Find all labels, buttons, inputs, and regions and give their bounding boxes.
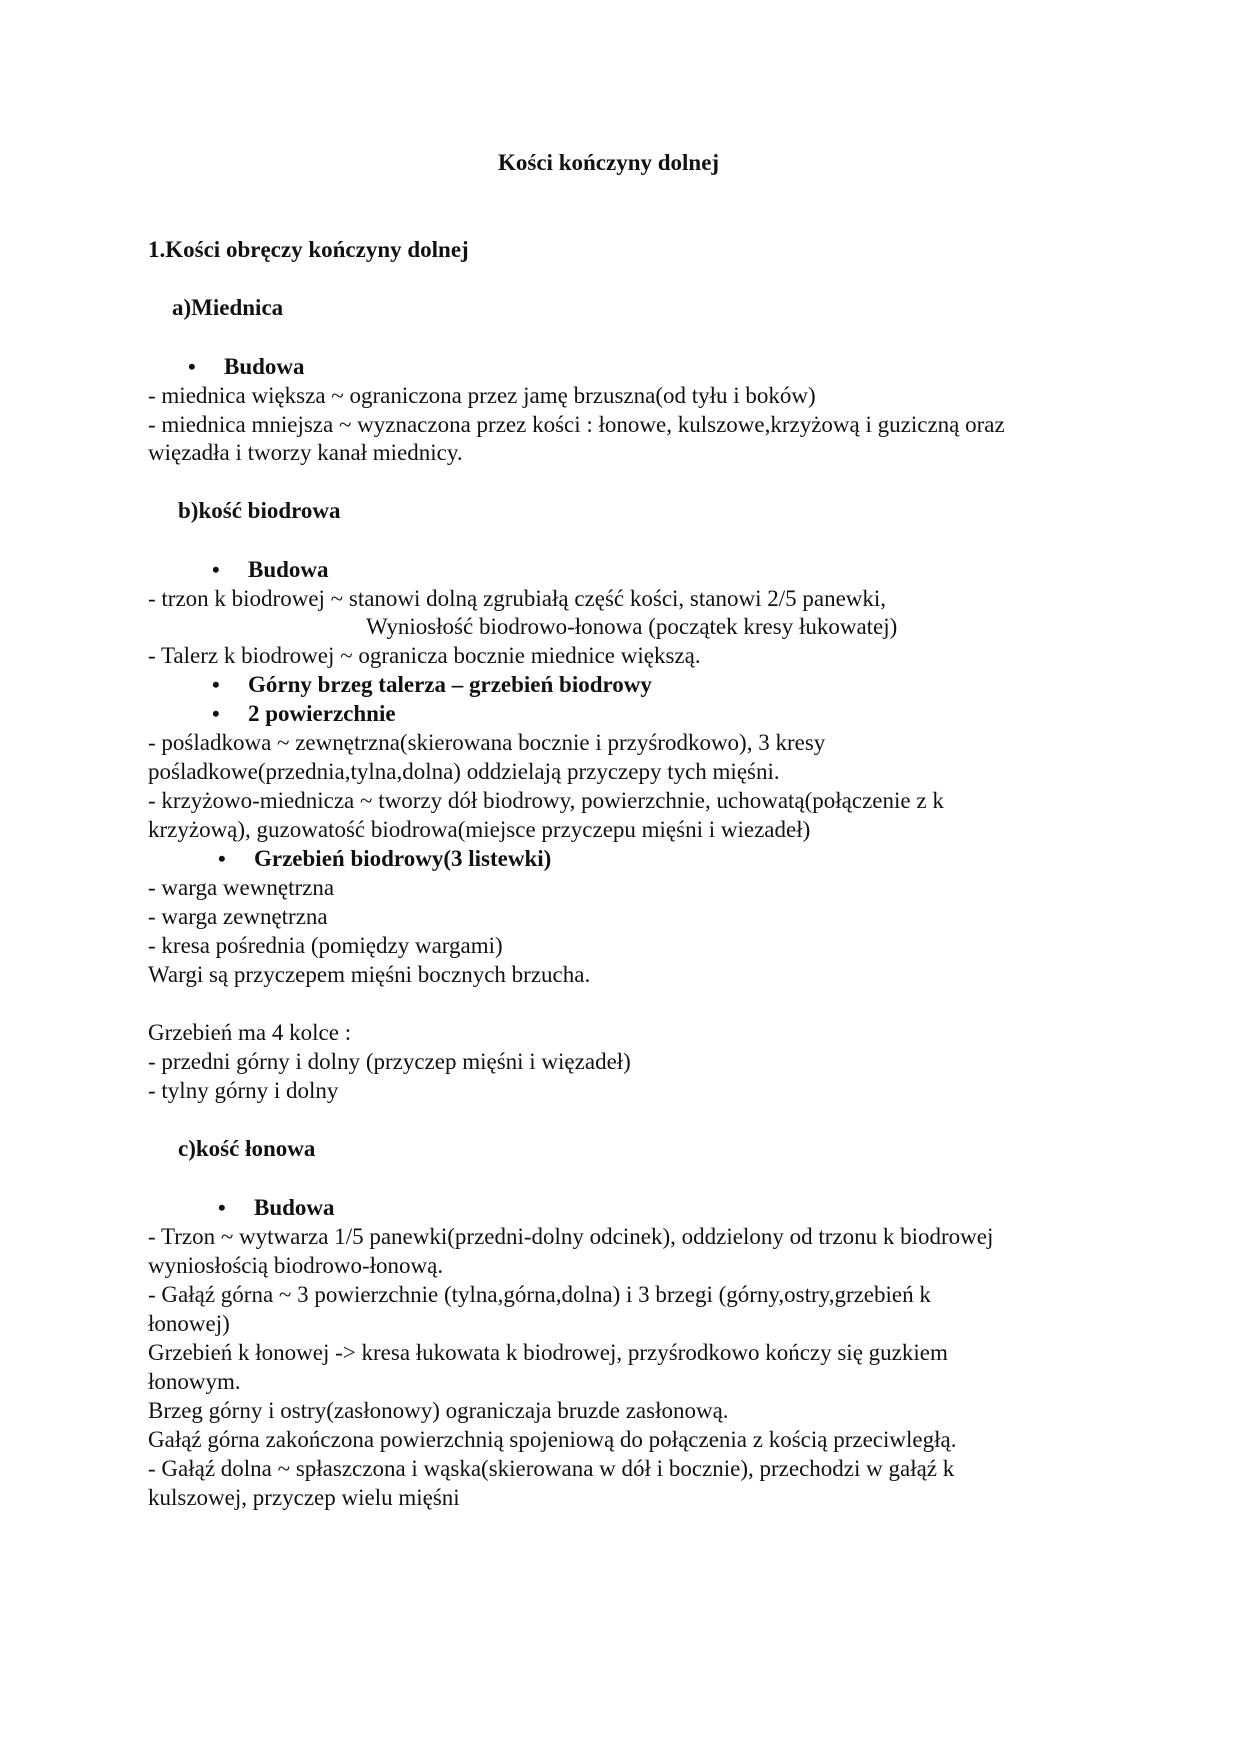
text-line: łonowym. xyxy=(148,1369,241,1394)
text-line: Gałąź górna zakończona powierzchnią spojeniową do połączenia z kością przeciwległą. xyxy=(148,1427,957,1452)
text-line: - Gałąź dolna ~ spłaszczona i wąska(skierowana w dół i bocznie), przechodzi w gałąź k xyxy=(148,1456,955,1481)
text-line: - pośladkowa ~ zewnętrzna(skierowana bocznie i przyśrodkowo), 3 kresy xyxy=(148,730,826,755)
text-line: pośladkowe(przednia,tylna,dolna) oddzielają przyczepy tych mięśni. xyxy=(148,759,780,784)
text-line: - Trzon ~ wytwarza 1/5 panewki(przedni-dolny odcinek), oddzielony od trzonu k biodrowej xyxy=(148,1224,994,1249)
text-line: - trzon k biodrowej ~ stanowi dolną zgrubiałą część kości, stanowi 2/5 panewki, xyxy=(148,586,887,611)
text-line: krzyżową), guzowatość biodrowa(miejsce przyczepu mięśni i wiezadeł) xyxy=(148,817,811,842)
section-heading-1: 1.Kości obręczy kończyny dolnej xyxy=(148,237,469,262)
text-line: Wargi są przyczepem mięśni bocznych brzucha. xyxy=(148,962,591,987)
bullet-budowa-a: • Budowa xyxy=(224,353,305,381)
bullet-gorny-brzeg: • Górny brzeg talerza – grzebień biodrowy xyxy=(248,671,652,699)
document-title: Kości kończyny dolnej xyxy=(498,150,720,175)
text-line: - Gałąź górna ~ 3 powierzchnie (tylna,górna,dolna) i 3 brzegi (górny,ostry,grzebień k xyxy=(148,1282,931,1307)
text-line: - Talerz k biodrowej ~ ogranicza bocznie miednice większą. xyxy=(148,643,701,668)
text-line: - kresa pośrednia (pomiędzy wargami) xyxy=(148,933,503,958)
bullet-budowa-c: • Budowa xyxy=(254,1194,335,1222)
subsection-heading-b: b)kość biodrowa xyxy=(178,498,341,523)
bullet-grzebien-biodrowy: • Grzebień biodrowy(3 listewki) xyxy=(254,845,551,873)
text-line: łonowej) xyxy=(148,1311,230,1336)
bullet-2-powierzchnie: • 2 powierzchnie xyxy=(248,700,396,728)
text-line: więzadła i tworzy kanał miednicy. xyxy=(148,440,463,465)
subsection-heading-c: c)kość łonowa xyxy=(178,1136,316,1161)
bullet-budowa-b: • Budowa xyxy=(248,556,329,584)
text-line: - warga wewnętrzna xyxy=(148,875,335,900)
text-line: Grzebień k łonowej -> kresa łukowata k biodrowej, przyśrodkowo kończy się guzkiem xyxy=(148,1340,948,1365)
text-line: - tylny górny i dolny xyxy=(148,1078,339,1103)
text-line: - warga zewnętrzna xyxy=(148,904,328,929)
text-line: wyniosłością biodrowo-łonową. xyxy=(148,1253,444,1278)
text-line: Wyniosłość biodrowo-łonowa (początek kresy łukowatej) xyxy=(366,614,898,639)
text-line: - miednica mniejsza ~ wyznaczona przez kości : łonowe, kulszowe,krzyżową i guziczną oraz xyxy=(148,412,1005,437)
subsection-heading-a: a)Miednica xyxy=(172,295,284,320)
text-line: - miednica większa ~ ograniczona przez jamę brzuszna(od tyłu i boków) xyxy=(148,383,816,408)
text-line: kulszowej, przyczep wielu mięśni xyxy=(148,1485,460,1510)
text-line: Grzebień ma 4 kolce : xyxy=(148,1020,352,1045)
text-line: Brzeg górny i ostry(zasłonowy) ograniczaja bruzde zasłonową. xyxy=(148,1398,729,1423)
text-line: - krzyżowo-miednicza ~ tworzy dół biodrowy, powierzchnie, uchowatą(połączenie z k xyxy=(148,788,944,813)
text-line: - przedni górny i dolny (przyczep mięśni i więzadeł) xyxy=(148,1049,631,1074)
